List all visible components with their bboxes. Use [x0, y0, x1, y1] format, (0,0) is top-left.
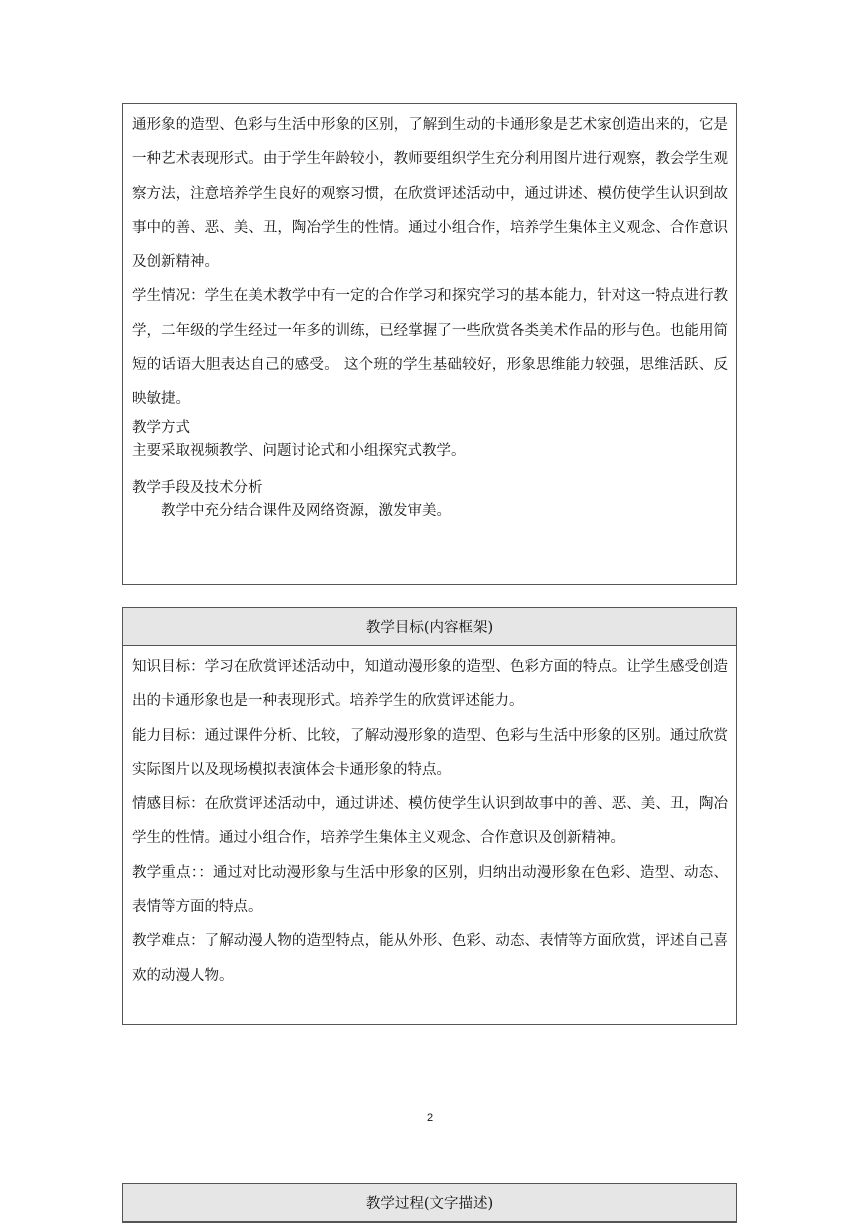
- context-section: [122, 103, 737, 585]
- difficulty-point: 教学难点：了解动漫人物的造型特点，能从外形、色彩、动态、表情等方面欣赏，评述自己喜欢的动漫人物。: [132, 933, 728, 984]
- technique-analysis-title: 教学手段及技术分析: [132, 479, 263, 496]
- process-header: 教学过程(文字描述): [123, 1184, 736, 1222]
- ability-objective: 能力目标：通过课件分析、比较，了解动漫形象的造型、色彩与生活中形象的区别。通过欣赏实际图片以及现场模拟表演体会卡通形象的特点。: [132, 727, 728, 778]
- rationale-paragraph: 通形象的造型、色彩与生活中形象的区别，了解到生动的卡通形象是艺术家创造出来的，它是一种艺术表现形式。由于学生年龄较小，教师要组织学生充分利用图片进行观察，教会学生观察方法，注意培养学生良好的观察习惯，在欣赏评述活动中，通过讲述、模仿使学生认识到故事中的善、恶、美、丑，陶冶学生的性情。通过小组合作，培养学生集体主义观念、合作意识及创新精神。: [132, 117, 728, 271]
- process-section: [122, 1183, 737, 1223]
- teaching-method-text: 主要采取视频教学、问题讨论式和小组探究式教学。: [132, 442, 466, 459]
- page-number: 2: [426, 1112, 434, 1124]
- teaching-method-title: 教学方式: [132, 419, 190, 436]
- technique-analysis-text: 教学中充分结合课件及网络资源，激发审美。: [161, 502, 451, 519]
- knowledge-objective: 知识目标：学习在欣赏评述活动中，知道动漫形象的造型、色彩方面的特点。让学生感受创造出的卡通形象也是一种表现形式。培养学生的欣赏评述能力。: [132, 659, 728, 710]
- objectives-header: 教学目标(内容框架): [123, 608, 736, 646]
- objectives-section: [122, 607, 737, 1025]
- key-point: 教学重点：：通过对比动漫形象与生活中形象的区别，归纳出动漫形象在色彩、造型、动态、表情等方面的特点。: [132, 864, 728, 916]
- student-situation-paragraph: 学生情况：学生在美术教学中有一定的合作学习和探究学习的基本能力，针对这一特点进行教学，二年级的学生经过一年多的训练，已经掌握了一些欣赏各类美术作品的形与色。也能用简短的话语大胆表达自己的感受。 这个班的学生基础较好，形象思维能力较强，思维活跃、反映敏捷。: [132, 288, 728, 408]
- emotion-objective: 情感目标：在欣赏评述活动中，通过讲述、模仿使学生认识到故事中的善、恶、美、丑，陶冶学生的性情。通过小组合作，培养学生集体主义观念、合作意识及创新精神。: [132, 796, 728, 847]
